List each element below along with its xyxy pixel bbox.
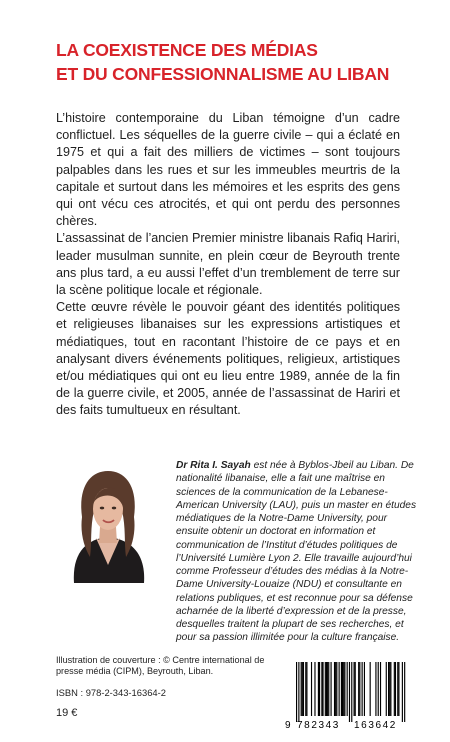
barcode-bar [341,662,342,716]
barcode-bar [326,662,327,716]
barcode-bar [355,662,356,716]
barcode-bar [397,662,398,716]
barcode-bar [311,662,312,716]
barcode-bar [395,662,396,716]
barcode-lead-digit: 9 [285,720,291,730]
barcode-bar [378,662,379,716]
barcode-bar [351,662,352,722]
barcode-bar [319,662,320,716]
barcode-bar [336,662,337,716]
barcode-bar [314,662,315,716]
barcode-bar [390,662,391,716]
barcode-bar [327,662,328,716]
barcode-digits-right: 163642 [354,720,397,730]
barcode-bar [380,662,381,716]
synopsis-paragraph: L’histoire contemporaine du Liban témoigne d’un cadre conflictuel. Les séquelles de la guerre civile – qui a éclaté en 1975 et qui a fait des milliers de victimes – sont toujours palpables dans les rues et sur les immeubles meurtris de la capitale et surtout dans les mémoires et les esprits des gens qui ont vécu ces atrocités, et qui ont perdu des personnes chères. [56,111,400,229]
barcode-bar [339,662,340,716]
author-photo [56,461,160,583]
barcode-bar [359,662,360,716]
barcode-bar [334,662,335,716]
barcode-bar [398,662,399,716]
barcode-bar [389,662,390,716]
barcode-bar [349,662,350,722]
barcode-bar [296,662,297,722]
barcode-bar [343,662,344,716]
isbn-barcode [282,660,414,730]
isbn: ISBN : 978-2-343-16364-2 [56,687,166,698]
synopsis-paragraph: L’assassinat de l’ancien Premier ministre libanais Rafiq Hariri, leader musulman sunnite, en plein cœur de Beyrouth trente ans plus tard, a eu aussi l’effet d’un tremblement de terre sur la scène politique locale et régionale. [56,231,400,298]
barcode-bar [328,662,329,716]
barcode-bar [331,662,332,716]
synopsis-paragraph: Cette œuvre révèle le pouvoir géant des identités politiques et religieuses libanaises sur les expressions artistiques et médiatiques, tout en racontant l’histoire de ce pays et en analysant divers événements politiques, religieux, artistiques et/ou médiatiques qui ont eu lieu entre 1989, année de la fin de la guerre civile, et 2005, année de l’assassinat de Hariri et des faits tumultueux en résultant. [56,300,400,418]
barcode-bar [325,662,326,716]
author-bio-text: est née à Byblos-Jbeil au Liban. De nationalité libanaise, elle a fait une maîtrise en sciences de la communication de la Lebanese-American University (LAU), puis un master en études médiatiques de la Notre-Dame University, pour ensuite obtenir un doctorat en information et communication de l’Institut d’études politiques de l’Université Lumière Lyon 2. Elle travaille aujourd’hui comme Professeur d’études des médias à la Notre-Dame University-Louaize (NDU) et consultante en relations publiques, et est reconnue pour sa défense acharnée de la liberté d’expression et de la presse, desquelles traitent la plupart de ses recherches, et pour sa passion illimitée pour la culture française. [176,460,417,644]
barcode-bar [306,662,307,716]
barcode-bar [342,662,343,716]
barcode-bar [347,662,348,716]
barcode-bar [358,662,359,716]
barcode-bar [394,662,395,716]
barcode-digits-left: 782343 [297,720,340,730]
barcode-bar [354,662,355,716]
barcode-bar [386,662,387,716]
synopsis [56,110,400,420]
barcode-bar [364,662,365,716]
barcode-bar [404,662,405,722]
author-name: Dr Rita I. Sayah [176,460,251,471]
barcode-bar [321,662,322,716]
barcode-bar [370,662,371,716]
author-portrait-image [56,461,160,583]
book-title [56,38,416,86]
barcode-bar [305,662,306,716]
title-line-2: ET DU CONFESSIONNALISME AU LIBAN [56,64,390,84]
barcode-bar [335,662,336,716]
barcode-bar [322,662,323,716]
barcode-bar [302,662,303,716]
title-line-1: LA COEXISTENCE DES MÉDIAS [56,40,318,60]
barcode-bar [318,662,319,716]
barcode-bars [296,662,405,722]
author-biography [176,459,418,645]
cover-credit: Illustration de couverture : © Centre international de presse média (CIPM), Beyrouth, Liban. [56,655,265,677]
barcode-bar [301,662,302,716]
price: 19 € [56,707,78,719]
barcode-bar [298,662,299,722]
barcode-bar [402,662,403,722]
barcode-bar [303,662,304,716]
barcode-bar [388,662,389,716]
barcode-bar [344,662,345,716]
barcode-bar [375,662,376,716]
barcode-bar [362,662,363,716]
